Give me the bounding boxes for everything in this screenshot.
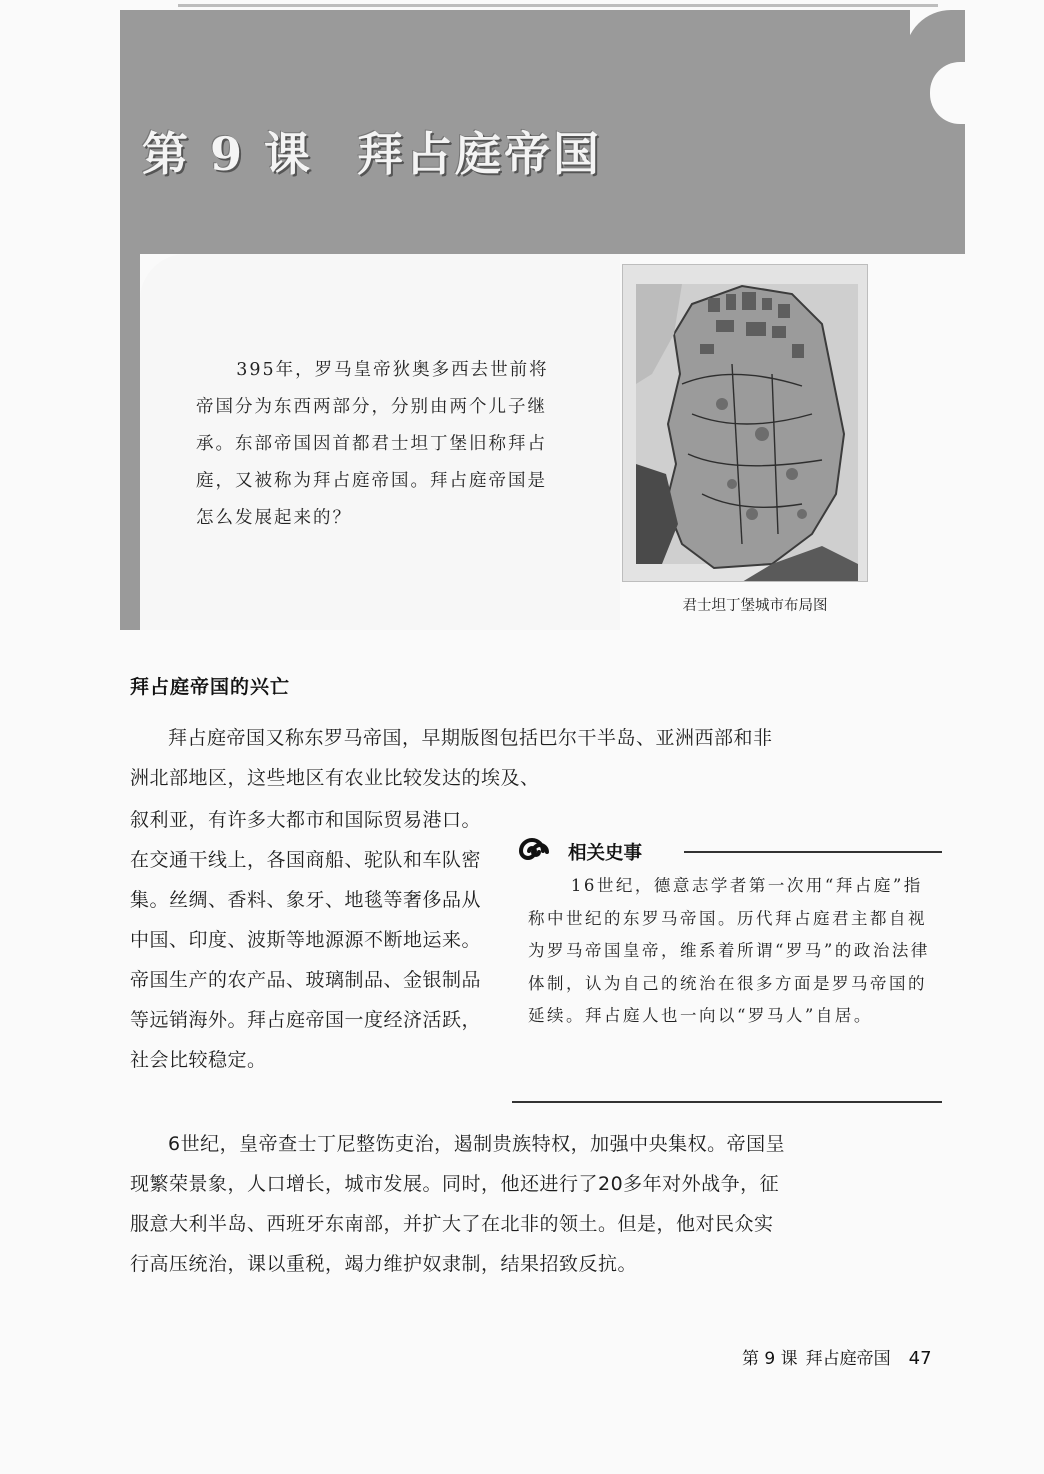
sidebar-text: 16世纪，德意志学者第一次用“拜占庭”指称中世纪的东罗马帝国。历代拜占庭君主都自视为罗马帝国皇帝，维系着所谓“罗马”的政治法律体制，认为自己的统治在很多方面是罗马帝国的延续。拜占庭人也一向以“罗马人”自居。 — [528, 876, 930, 1025]
footer-lesson: 第 9 课 — [742, 1349, 798, 1369]
paragraph-1-column: 叙利亚，有许多大都市和国际贸易港口。在交通干线上，各国商船、驼队和车队密集。丝绸、香料、象牙、地毯等奢侈品从中国、印度、波斯等地源源不断地运来。帝国生产的农产品、玻璃制品、金银制品等远销海外。拜占庭帝国一度经济活跃，社会比较稳定。 — [130, 809, 482, 1071]
constantinople-map-image — [622, 264, 868, 582]
lesson-name: 拜占庭帝国 — [357, 127, 603, 181]
lesson-number: 第 9 课 — [142, 127, 314, 181]
page-number: 47 — [908, 1348, 932, 1369]
lesson-title — [142, 118, 602, 184]
header-tab — [905, 10, 965, 254]
paragraph-2: 6世纪，皇帝查士丁尼整饬吏治，遏制贵族特权，加强中央集权。帝国呈现繁荣景象，人口增长，城市发展。同时，他还进行了20多年对外战争，征服意大利半岛、西班牙东南部，并扩大了在北非的领土。但是，他对民众实行高压统治，课以重税，竭力维护奴隶制，结果招致反抗。 — [130, 1133, 786, 1275]
page-footer — [742, 1344, 932, 1369]
sidebar-rule-bottom — [512, 1101, 942, 1103]
paragraph-1-full: 拜占庭帝国又称东罗马帝国，早期版图包括巴尔干半岛、亚洲西部和非洲北部地区，这些地区有农业比较发达的埃及、 — [130, 727, 773, 789]
intro-text: 395年，罗马皇帝狄奥多西去世前将帝国分为东西两部分，分别由两个儿子继承。东部帝国因首都君士坦丁堡旧称拜占庭，又被称为拜占庭帝国。拜占庭帝国是怎么发展起来的？ — [196, 360, 549, 528]
spiral-icon — [512, 832, 554, 874]
header-band-edge — [120, 254, 140, 630]
section-heading: 拜占庭帝国的兴亡 — [130, 676, 291, 698]
sidebar-heading: 相关史事 — [568, 843, 643, 864]
footer-title: 拜占庭帝国 — [805, 1349, 891, 1369]
figure-caption: 君士坦丁堡城市布局图 — [682, 598, 828, 614]
sidebar-rule-top — [684, 851, 942, 853]
map-illustration — [622, 264, 868, 582]
top-rule — [178, 4, 938, 7]
